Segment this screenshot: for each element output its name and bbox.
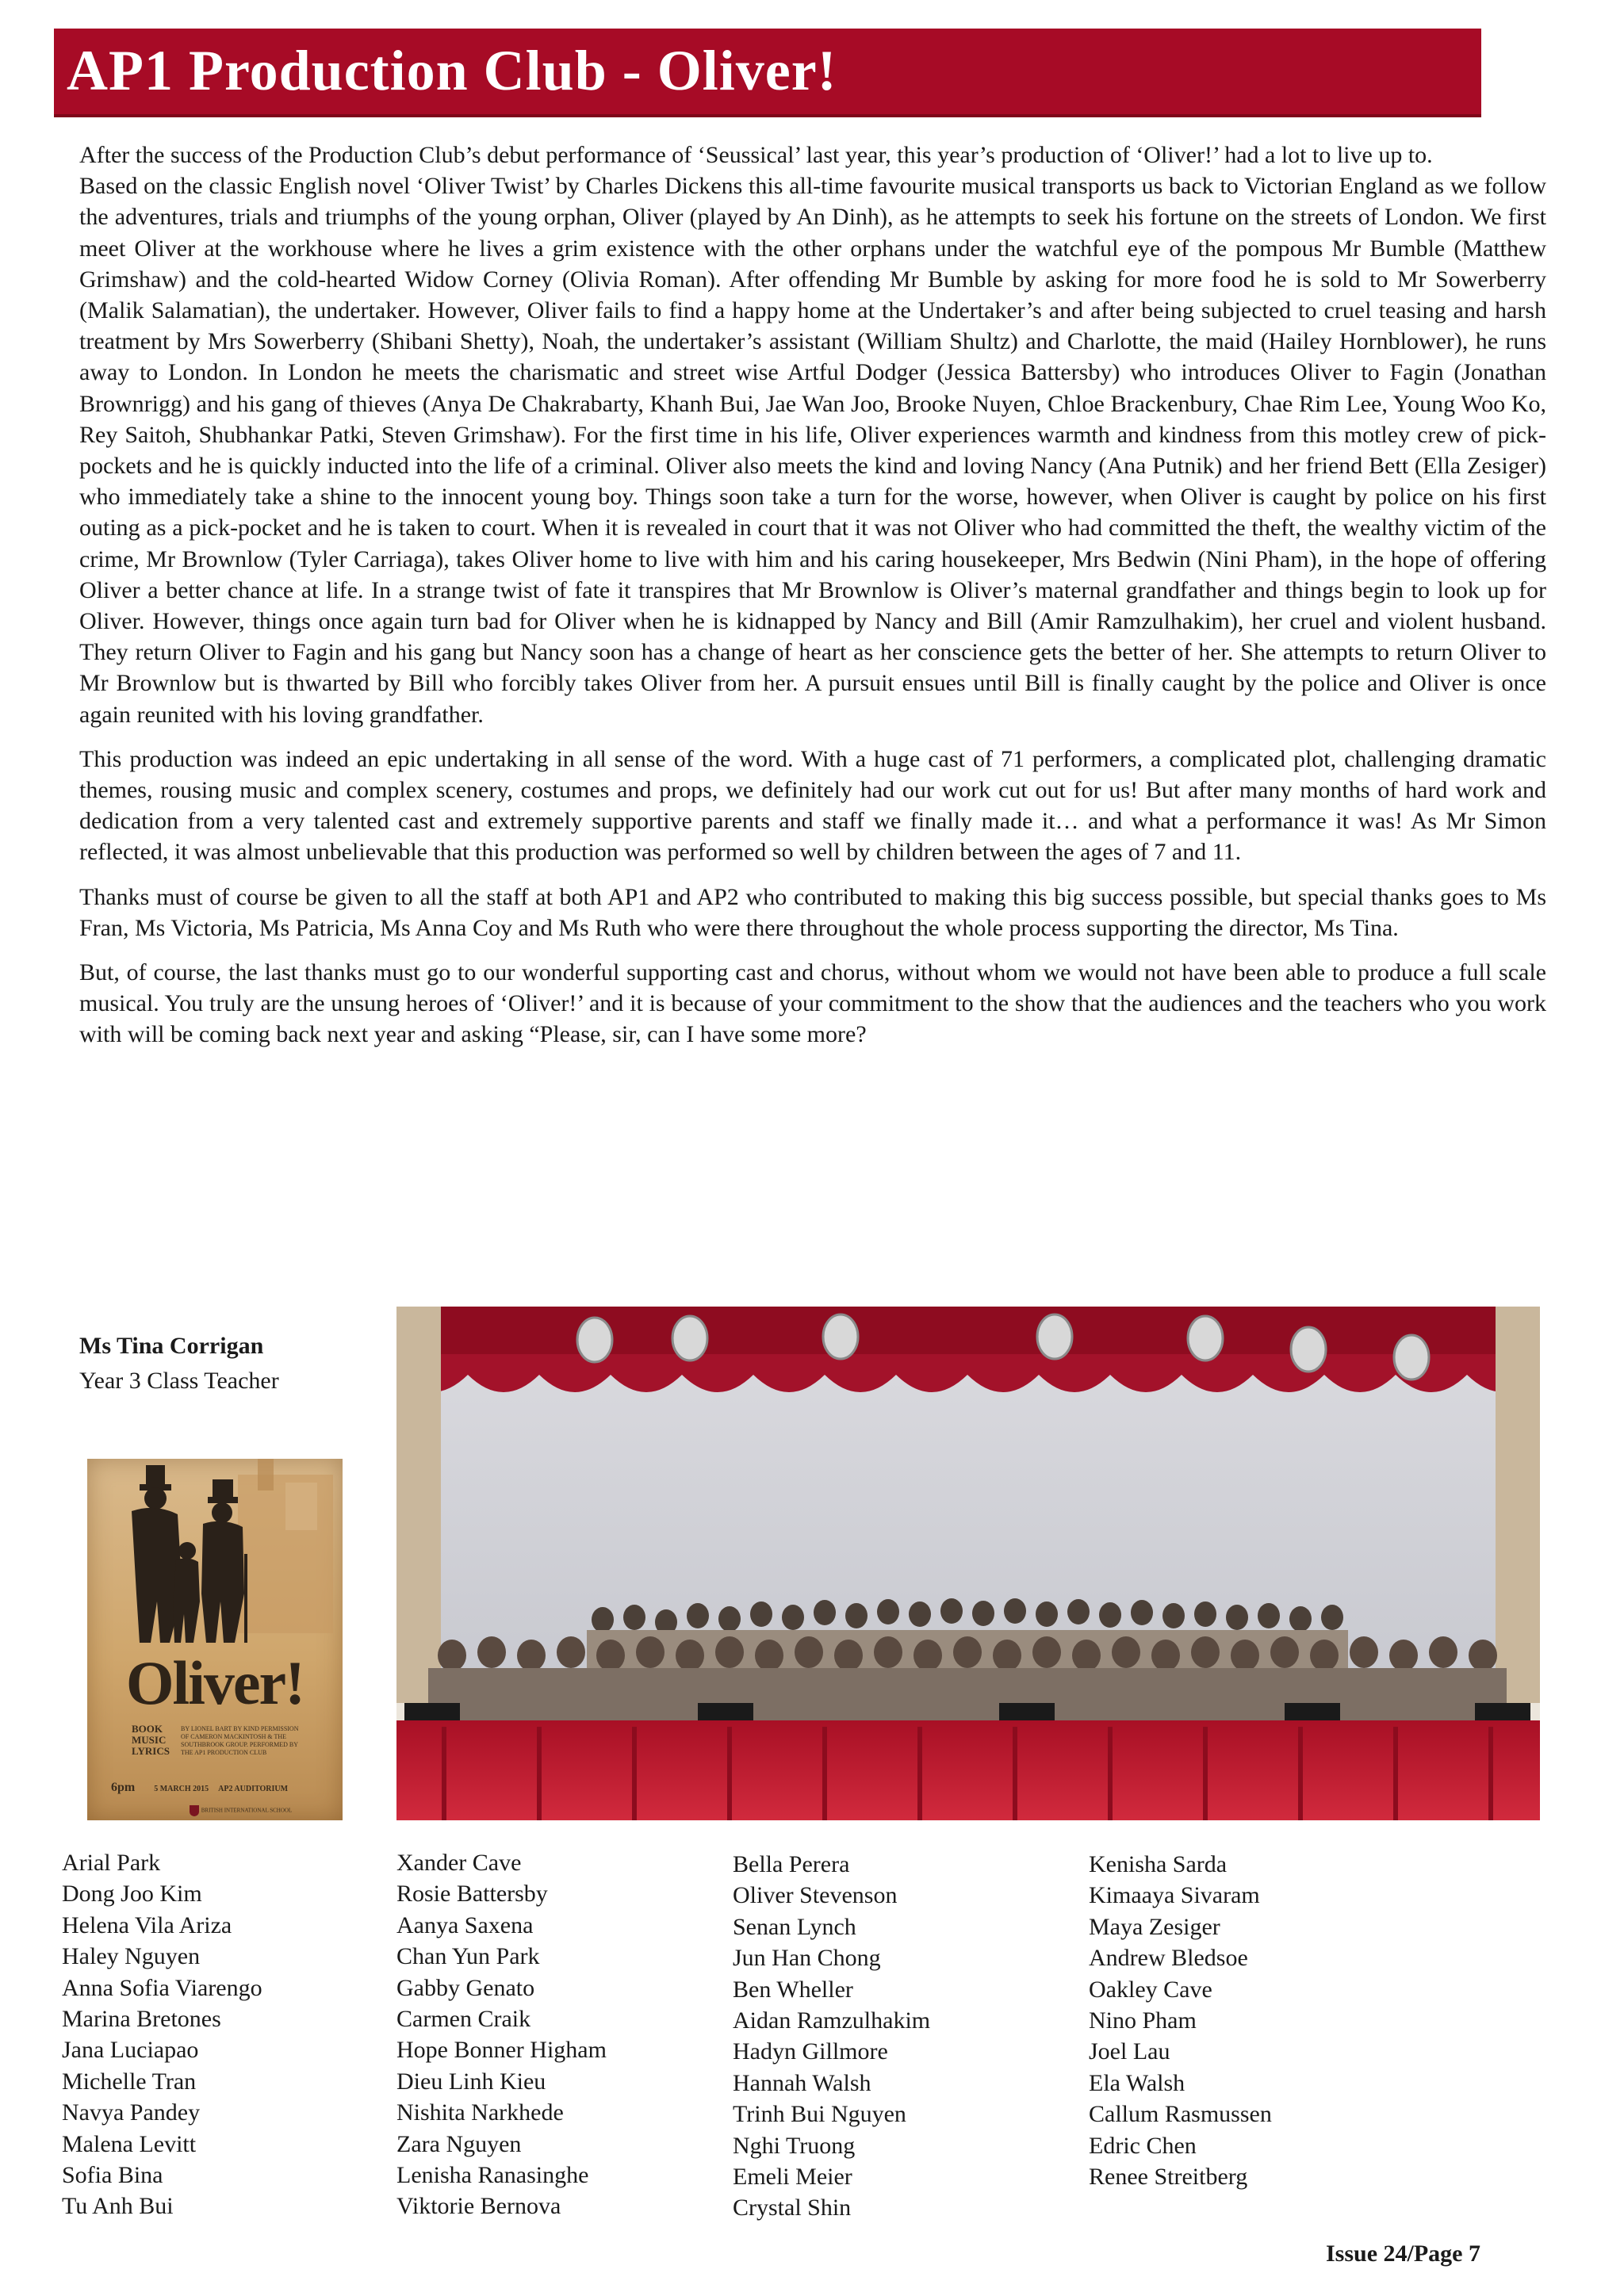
poster-credits: BOOK MUSIC LYRICS	[132, 1723, 170, 1757]
cast-list-column-3	[733, 1849, 930, 2224]
cast-member: Kimaaya Sivaram	[1089, 1882, 1260, 1909]
cast-member: Kenisha Sarda	[1089, 1851, 1228, 1877]
author-role: Year 3 Class Teacher	[79, 1368, 279, 1394]
cast-member: Dong Joo Kim	[62, 1881, 202, 1908]
school-crest-icon	[189, 1804, 200, 1817]
cast-member: Dieu Linh Kieu	[396, 2068, 546, 2095]
cast-member: Navya Pandey	[62, 2099, 201, 2126]
poster-venue: AP2 AUDITORIUM	[218, 1785, 289, 1793]
cast-member: Callum Rasmussen	[1089, 2101, 1272, 2128]
poster-date: 5 MARCH 2015	[154, 1785, 209, 1793]
poster-artwork	[87, 1459, 343, 1820]
poster-school	[189, 1804, 292, 1817]
show-poster	[87, 1459, 343, 1820]
cast-member: Trinh Bui Nguyen	[733, 2101, 906, 2128]
cast-member: Malena Levitt	[62, 2130, 197, 2157]
cast-member: Carmen Craik	[396, 2006, 531, 2033]
cast-member: Nghi Truong	[733, 2132, 856, 2159]
page-title: AP1 Production Club - Oliver!	[67, 39, 837, 102]
poster-title: Oliver!	[125, 1648, 304, 1717]
cast-member: Sofia Bina	[62, 2162, 163, 2189]
cast-member: Arial Park	[62, 1850, 161, 1876]
cast-member: Emeli Meier	[733, 2164, 852, 2191]
cast-list-column-1	[62, 1847, 262, 2222]
cast-member: Aanya Saxena	[396, 1911, 534, 1938]
cast-member: Hope Bonner Higham	[396, 2037, 607, 2064]
cast-member: Nino Pham	[1089, 2007, 1197, 2034]
cast-member: Marina Bretones	[62, 2006, 221, 2033]
cast-member: Oliver Stevenson	[733, 1882, 898, 1909]
title-banner	[54, 29, 1481, 117]
poster-school-name: BRITISH INTERNATIONAL SCHOOL	[201, 1807, 293, 1814]
cast-member: Jun Han Chong	[733, 1945, 881, 1972]
signature	[79, 1329, 279, 1399]
cast-member: Hadyn Gillmore	[733, 2038, 888, 2065]
cast-member: Renee Streitberg	[1089, 2164, 1248, 2191]
cast-member: Gabby Genato	[396, 1974, 535, 2001]
cast-member: Maya Zesiger	[1089, 1913, 1220, 1940]
cast-member: Michelle Tran	[62, 2068, 197, 2095]
cast-member: Bella Perera	[733, 1851, 850, 1877]
article-paragraph-intro: After the success of the Production Club’s debut performance of ‘Seussical’ last year, this year’s production of ‘Oliver!’ had a lot to live up to.	[79, 142, 1433, 168]
cast-member: Jana Luciapao	[62, 2037, 199, 2064]
cast-member: Edric Chen	[1089, 2132, 1197, 2159]
cast-member: Aidan Ramzulhakim	[733, 2007, 931, 2034]
cast-member: Lenisha Ranasinghe	[396, 2162, 589, 2189]
cast-member: Crystal Shin	[733, 2195, 852, 2221]
cast-member: Joel Lau	[1089, 2038, 1170, 2065]
cast-member: Anna Sofia Viarengo	[62, 1974, 262, 2001]
article-paragraph-production: This production was indeed an epic undertaking in all sense of the word. With a huge cast of 71 performers, a complicated plot, challenging dramatic themes, rousing music and complex scenery, costumes and props, we definitely had our work cut out for us! But after many months of hard work and dedication from a very talented cast and extremely supportive parents and staff we finally made it… and what a performance it was! As Mr Simon reflected, it was almost unbelievable that this production was performed so well by children between the ages of 7 and 11.	[79, 745, 1546, 866]
article-paragraph-thanks: Thanks must of course be given to all the staff at both AP1 and AP2 who contributed to making this big success possible, but special thanks goes to Ms Fran, Ms Victoria, Ms Patricia, Ms Anna Coy and Ms Ruth who were there throughout the whole process supporting the director, Ms Tina.	[79, 883, 1546, 941]
author-name: Ms Tina Corrigan	[79, 1333, 264, 1359]
page-number: Issue 24/Page 7	[1326, 2241, 1480, 2267]
cast-member: Haley Nguyen	[62, 1943, 201, 1970]
cast-member: Viktorie Bernova	[396, 2193, 561, 2220]
article-body	[79, 140, 1546, 1064]
cast-member: Nishita Narkhede	[396, 2099, 564, 2126]
cast-member: Ela Walsh	[1089, 2069, 1185, 2096]
article-paragraph-plot: Based on the classic English novel ‘Oliver Twist’ by Charles Dickens this all-time favourite musical transports us back to Victorian England as we follow the adventures, trials and triumphs of the young orphan, Oliver (played by An Dinh), as he attempts to seek his fortune on the streets of London. We first meet Oliver at the workhouse where he lives a grim existence with the other orphans under the watchful eye of the pompous Mr Bumble (Matthew Grimshaw) and the cold-hearted Widow Corney (Olivia Roman). After offending Mr Bumble by asking for more food he is sold to Mr Sowerberry (Malik Salamatian), the undertaker. However, Oliver fails to find a happy home at the Undertaker’s and after being subjected to cruel teasing and harsh treatment by Mrs Sowerberry (Shibani Shetty), Noah, the undertaker’s assistant (William Shultz) and Charlotte, the maid (Hailey Hornblower), he runs away to London. In London he meets the charismatic and street wise Artful Dodger (Jessica Battersby) who introduces Oliver to Fagin (Jonathan Brownrigg) and his gang of thieves (Anya De Chakrabarty, Khanh Bui, Jae Wan Joo, Brooke Nuyen, Chloe Brackenbury, Chae Rim Lee, Young Woo Ko, Rey Saitoh, Shubhankar Patki, Steven Grimshaw). For the first time in his life, Oliver experiences warmth and kindness from this motley crew of pick-pockets and he is quickly inducted into the life of a criminal. Oliver also meets the kind and loving Nancy (Ana Putnik) and her friend Bett (Ella Zesiger) who immediately take a shine to the innocent young boy. Things soon take a turn for the worse, however, when Oliver is caught by police on his first outing as a pick-pocket and he is taken to court. When it is revealed in court that it was not Oliver who had committed the theft, the wealthy victim of the crime, Mr Brownlow (Tyler Carriaga), takes Oliver home to live with him and his caring housekeeper, Mrs Bedwin (Nini Pham), in the hope of offering Oliver a better chance at life. In a strange twist of fate it transpires that Mr Brownlow is Oliver’s maternal grandfather and things begin to look up for Oliver. However, things once again turn bad for Oliver when he is kidnapped by Nancy and Bill (Amir Ramzulhakim), her cruel and violent husband. They return Oliver to Fagin and his gang but Nancy soon has a change of heart as her conscience gets the better of her. She attempts to return Oliver to Mr Brownlow but is thwarted by Bill who forcibly takes Oliver from her. A pursuit ensues until Bill is finally caught by the police and Oliver is once again reunited with his loving grandfather.	[79, 173, 1546, 728]
cast-list-column-4	[1089, 1849, 1272, 2192]
cast-member: Tu Anh Bui	[62, 2193, 174, 2220]
cast-group-photo	[396, 1307, 1540, 1820]
cast-member: Rosie Battersby	[396, 1881, 548, 1908]
cast-member: Oakley Cave	[1089, 1976, 1212, 2003]
cast-member: Hannah Walsh	[733, 2069, 871, 2096]
poster-showtime	[111, 1781, 288, 1795]
cast-member: Senan Lynch	[733, 1913, 856, 1940]
article-paragraph-closing: But, of course, the last thanks must go to our wonderful supporting cast and chorus, without whom we would not have been able to produce a full scale musical. You truly are the unsung heroes of ‘Oliver!’ and it is because of your commitment to the show that the audiences and the teachers who you work with will be coming back next year and asking “Please, sir, can I have some more?	[79, 959, 1546, 1048]
cast-member: Zara Nguyen	[396, 2130, 522, 2157]
cast-list-column-2	[396, 1847, 607, 2222]
stage-scene	[396, 1307, 1540, 1820]
poster-time: 6pm	[111, 1781, 136, 1794]
poster-fine-print: BY LIONEL BART BY KIND PERMISSION OF CAMERON MACKINTOSH & THE SOUTHBROOK GROUP. PERFORMED BY THE AP1 PRODUCTION CLUB	[181, 1725, 299, 1756]
cast-member: Chan Yun Park	[396, 1943, 540, 1970]
cast-member: Ben Wheller	[733, 1976, 853, 2003]
cast-member: Xander Cave	[396, 1850, 522, 1876]
cast-member: Helena Vila Ariza	[62, 1911, 232, 1938]
cast-member: Andrew Bledsoe	[1089, 1945, 1248, 1972]
